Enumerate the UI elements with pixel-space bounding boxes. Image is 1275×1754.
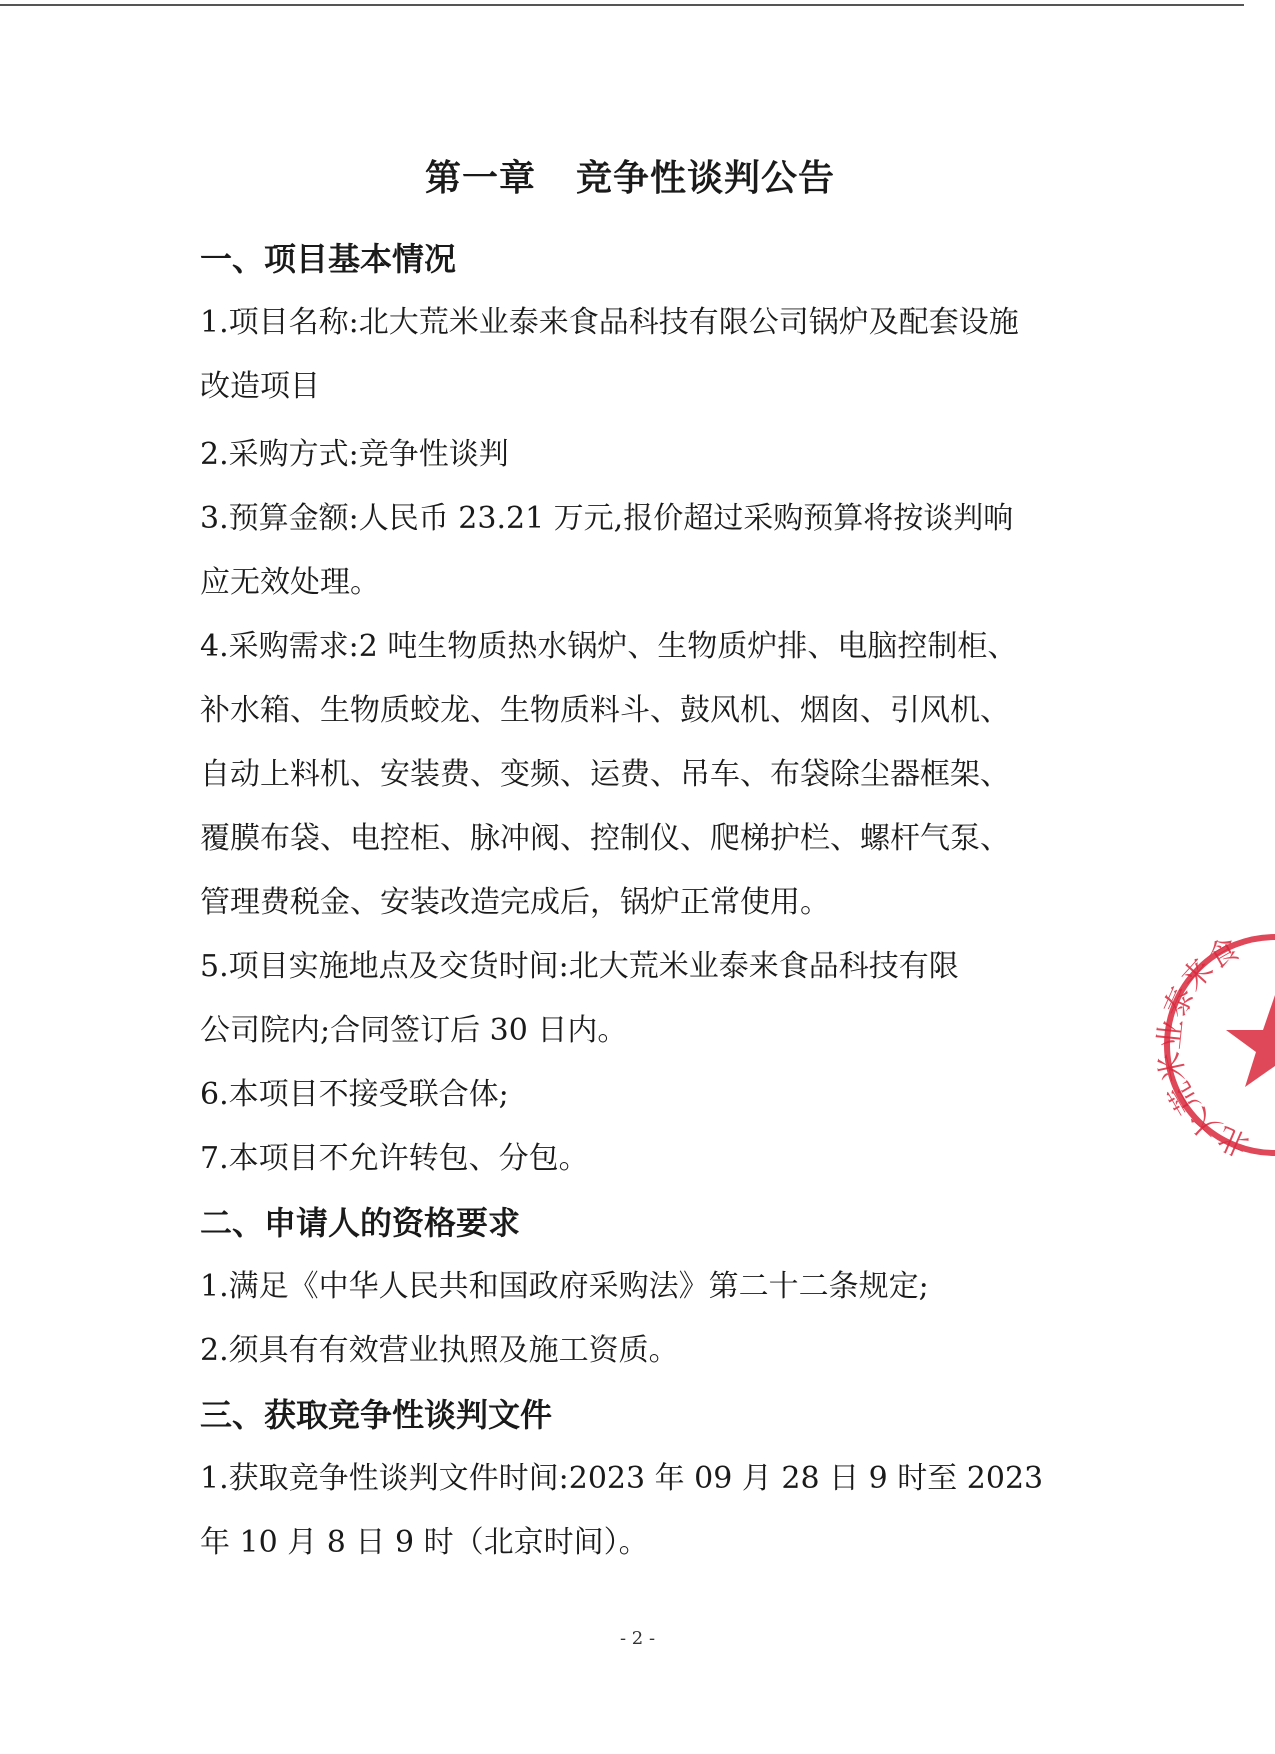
- item-license: [200, 1319, 1080, 1383]
- chapter-name: 竞争性谈判公告: [576, 157, 836, 199]
- text-line: 改造项目: [200, 369, 320, 404]
- item-law-compliance: [200, 1255, 1080, 1319]
- text-line: 2.须具有有效营业执照及施工资质。: [200, 1333, 679, 1368]
- page-number: - 2 -: [619, 1628, 656, 1649]
- item-no-subcontract: [200, 1127, 1080, 1191]
- text-line: 应无效处理。: [200, 565, 380, 600]
- text-line: 1.满足《中华人民共和国政府采购法》第二十二条规定;: [200, 1269, 929, 1304]
- section-heading-1: 一、项目基本情况: [200, 240, 457, 278]
- company-seal: [1150, 920, 1275, 1170]
- item-project-name: [200, 291, 1080, 419]
- item-location-time: [200, 935, 1080, 1063]
- item-budget: [200, 487, 1080, 615]
- text-line: 覆膜布袋、电控柜、脉冲阀、控制仪、爬梯护栏、螺杆气泵、: [200, 821, 1010, 856]
- seal-star-icon: [1226, 995, 1275, 1087]
- document-page: [200, 150, 1080, 1575]
- item-no-consortium: [200, 1063, 1080, 1127]
- item-procurement-method: [200, 423, 1080, 487]
- text-line: 自动上料机、安装费、变频、运费、吊车、布袋除尘器框架、: [200, 757, 1010, 792]
- item-requirements: [200, 615, 1080, 935]
- scan-edge-line: [0, 4, 1244, 6]
- section-heading-3: 三、获取竞争性谈判文件: [200, 1396, 553, 1434]
- text-line: 年 10 月 8 日 9 时（北京时间）。: [200, 1525, 649, 1560]
- text-line: 3.预算金额:人民币 23.21 万元,报价超过采购预算将按谈判响: [200, 501, 1014, 536]
- text-line: 2.采购方式:竞争性谈判: [200, 437, 509, 472]
- svg-text:北大荒米业泰来食: [1152, 932, 1254, 1163]
- chapter-title: [200, 150, 1060, 201]
- text-line: 5.项目实施地点及交货时间:北大荒米业泰来食品科技有限: [200, 949, 959, 984]
- text-line: 7.本项目不允许转包、分包。: [200, 1141, 589, 1176]
- section-heading-2: 二、申请人的资格要求: [200, 1204, 521, 1242]
- text-line: 1.获取竞争性谈判文件时间:2023 年 09 月 28 日 9 时至 2023: [200, 1461, 1044, 1496]
- text-line: 管理费税金、安装改造完成后，锅炉正常使用。: [200, 885, 830, 920]
- text-line: 6.本项目不接受联合体;: [200, 1077, 509, 1112]
- text-line: 4.采购需求:2 吨生物质热水锅炉、生物质炉排、电脑控制柜、: [200, 629, 1018, 664]
- item-document-time: [200, 1447, 1080, 1575]
- text-line: 补水箱、生物质蛟龙、生物质料斗、鼓风机、烟囱、引风机、: [200, 693, 1010, 728]
- seal-text: 北大荒米业泰来食: [1152, 931, 1255, 1163]
- text-line: 公司院内;合同签订后 30 日内。: [200, 1013, 628, 1048]
- text-line: 1.项目名称:北大荒米业泰来食品科技有限公司锅炉及配套设施: [200, 305, 1019, 340]
- seal-graphic: [1150, 920, 1275, 1170]
- chapter-number: 第一章: [424, 157, 536, 199]
